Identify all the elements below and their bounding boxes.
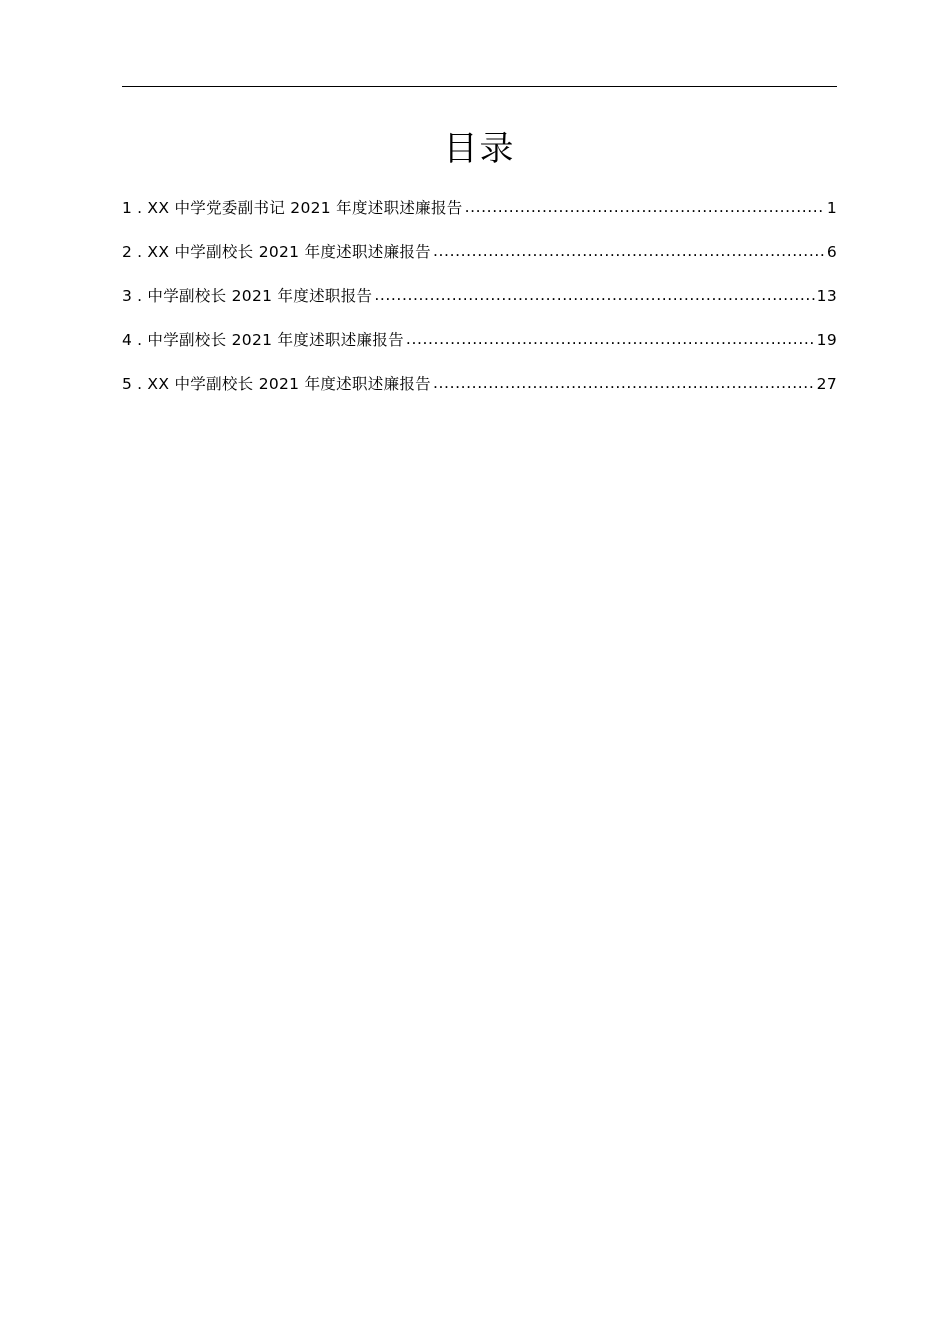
toc-dot-leader xyxy=(406,327,815,351)
toc-entry-title: XX 中学党委副书记 2021 年度述职述廉报告 xyxy=(147,199,463,217)
toc-entry[interactable] xyxy=(122,284,837,328)
toc-entry[interactable] xyxy=(122,240,837,284)
toc-entry-title: XX 中学副校长 2021 年度述职述廉报告 xyxy=(147,375,431,393)
toc-dot-leader xyxy=(374,283,814,307)
toc-entry-number: 1 xyxy=(122,199,133,217)
toc-entry-page: 19 xyxy=(816,331,837,349)
toc-entry-title: 中学副校长 2021 年度述职报告 xyxy=(147,287,373,305)
toc-list xyxy=(122,196,837,416)
toc-entry-separator: . xyxy=(137,331,143,349)
toc-entry-number: 2 xyxy=(122,243,133,261)
toc-dot-leader xyxy=(433,371,815,395)
toc-dot-leader xyxy=(433,239,825,263)
toc-entry[interactable] xyxy=(122,328,837,372)
toc-entry-number: 3 xyxy=(122,287,133,305)
header-rule xyxy=(122,86,837,87)
toc-entry-number: 4 xyxy=(122,331,133,349)
toc-entry-page: 6 xyxy=(826,243,837,261)
toc-entry-page: 1 xyxy=(826,199,837,217)
toc-entry[interactable] xyxy=(122,196,837,240)
toc-title: 目录 xyxy=(443,129,516,169)
toc-entry-title: 中学副校长 2021 年度述职述廉报告 xyxy=(147,331,404,349)
toc-entry-separator: . xyxy=(137,375,143,393)
toc-entry-separator: . xyxy=(137,243,143,261)
toc-entry-separator: . xyxy=(137,287,143,305)
toc-dot-leader xyxy=(465,195,825,219)
toc-entry-number: 5 xyxy=(122,375,133,393)
toc-entry-title: XX 中学副校长 2021 年度述职述廉报告 xyxy=(147,243,431,261)
toc-entry[interactable] xyxy=(122,372,837,416)
toc-entry-page: 13 xyxy=(816,287,837,305)
toc-entry-page: 27 xyxy=(816,375,837,393)
toc-entry-separator: . xyxy=(137,199,143,217)
